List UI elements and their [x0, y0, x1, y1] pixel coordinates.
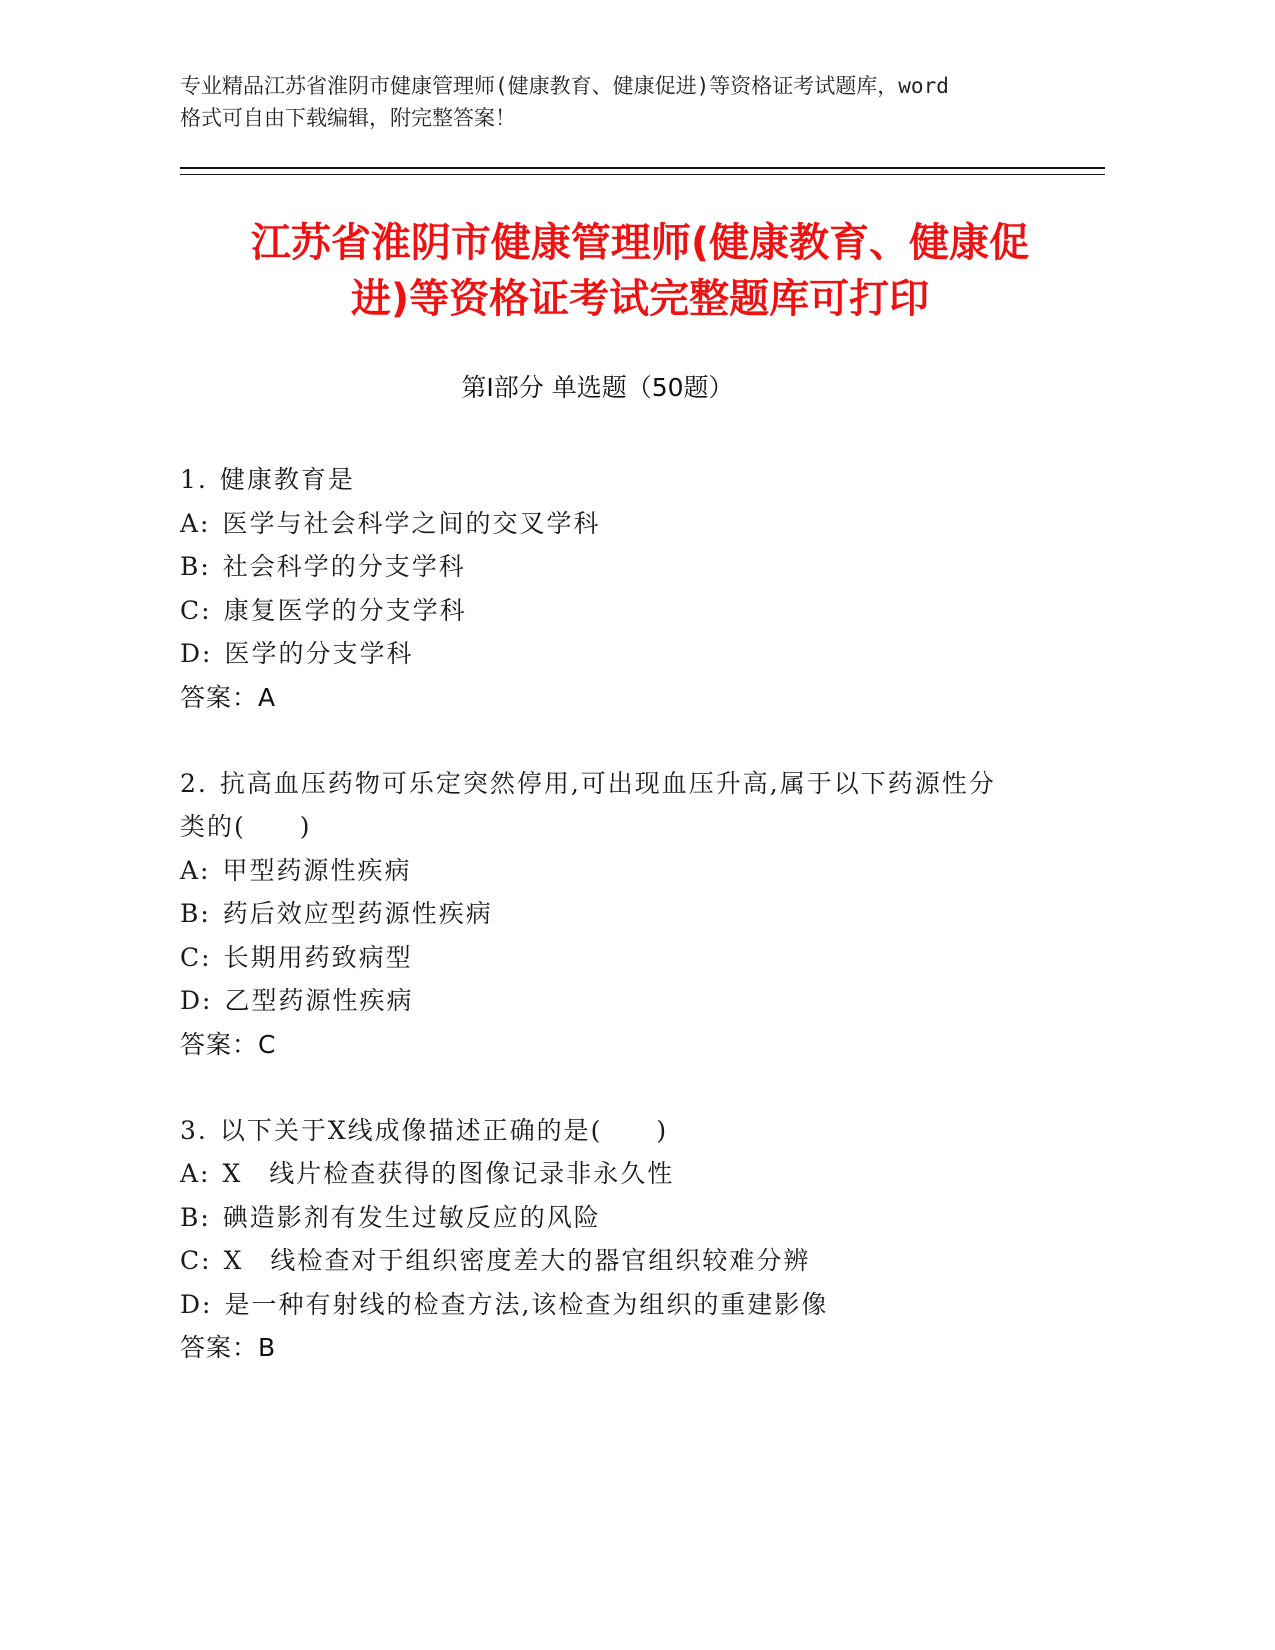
- title-line-1: 江苏省淮阴市健康管理师(健康教育、健康促: [250, 220, 1030, 266]
- answer-label: 答案：A: [180, 682, 277, 712]
- option-text: 是一种有射线的检查方法,该检查为组织的重建影像: [224, 1289, 829, 1319]
- question-stem-line: 抗高血压药物可乐定突然停用,可出现血压升高,属于以下药源性分: [219, 768, 996, 798]
- option-a: [180, 849, 1060, 893]
- option-text: 碘造影剂有发生过敏反应的风险: [222, 1202, 601, 1232]
- option-letter: D:: [180, 1289, 213, 1319]
- header-rule-thick: [180, 167, 1105, 169]
- question-1: [180, 458, 1060, 720]
- title-line-2: 进)等资格证考试完整题库可打印: [350, 276, 930, 322]
- option-text: X 线片检查获得的图像记录非永久性: [222, 1159, 675, 1188]
- header-rule-thin: [180, 174, 1105, 175]
- header-note-line-1: 专业精品江苏省淮阴市健康管理师(健康教育、健康促进)等资格证考试题库，word: [180, 74, 949, 98]
- section-heading: 第Ⅰ部分 单选题（50题）: [461, 373, 734, 402]
- option-text: 长期用药致病型: [223, 942, 413, 972]
- header-note: [180, 70, 1060, 134]
- option-d: [180, 1283, 1060, 1327]
- option-b: [180, 892, 1060, 936]
- question-3: [180, 1109, 1060, 1371]
- option-letter: B:: [180, 552, 211, 581]
- option-text: 乙型药源性疾病: [224, 986, 414, 1015]
- option-letter: A:: [180, 1159, 211, 1188]
- question-stem: [180, 1109, 1060, 1153]
- answer-label: 答案：C: [180, 1029, 277, 1059]
- option-c: [180, 589, 1060, 633]
- question-number: 3.: [180, 1115, 208, 1145]
- option-letter: B:: [180, 1202, 211, 1232]
- question-stem-line: 健康教育是: [219, 465, 355, 494]
- question-stem: [180, 762, 1060, 806]
- option-letter: C:: [180, 942, 212, 972]
- option-a: [180, 502, 1060, 546]
- option-b: [180, 545, 1060, 589]
- question-2: [180, 762, 1060, 1067]
- option-text: 药后效应型药源性疾病: [222, 899, 493, 928]
- question-stem-continued: 类的( ): [180, 812, 312, 841]
- document-title: [140, 215, 1140, 327]
- option-text: 医学与社会科学之间的交叉学科: [222, 508, 601, 538]
- header-note-line-2: 格式可自由下载编辑，附完整答案！: [180, 106, 516, 130]
- option-letter: D:: [180, 639, 213, 668]
- option-letter: D:: [180, 986, 213, 1015]
- option-d: [180, 979, 1060, 1023]
- option-a: [180, 1152, 1060, 1196]
- option-text: 甲型药源性疾病: [222, 855, 412, 885]
- option-c: [180, 936, 1060, 980]
- question-stem: [180, 458, 1060, 502]
- question-stem-line: 以下关于X线成像描述正确的是( ): [219, 1115, 669, 1145]
- option-d: [180, 632, 1060, 676]
- option-letter: C:: [180, 1246, 212, 1275]
- option-text: X 线检查对于组织密度差大的器官组织较难分辨: [223, 1246, 811, 1275]
- question-number: 1.: [180, 465, 208, 494]
- answer-label: 答案：B: [180, 1333, 277, 1362]
- option-c: [180, 1239, 1060, 1283]
- option-letter: A:: [180, 855, 211, 885]
- option-text: 康复医学的分支学科: [223, 595, 467, 625]
- option-text: 医学的分支学科: [224, 639, 414, 668]
- option-letter: C:: [180, 595, 212, 625]
- option-letter: B:: [180, 899, 211, 928]
- option-letter: A:: [180, 508, 211, 538]
- question-number: 2.: [180, 768, 208, 798]
- question-list: [180, 458, 1060, 1412]
- option-text: 社会科学的分支学科: [222, 552, 466, 581]
- option-b: [180, 1196, 1060, 1240]
